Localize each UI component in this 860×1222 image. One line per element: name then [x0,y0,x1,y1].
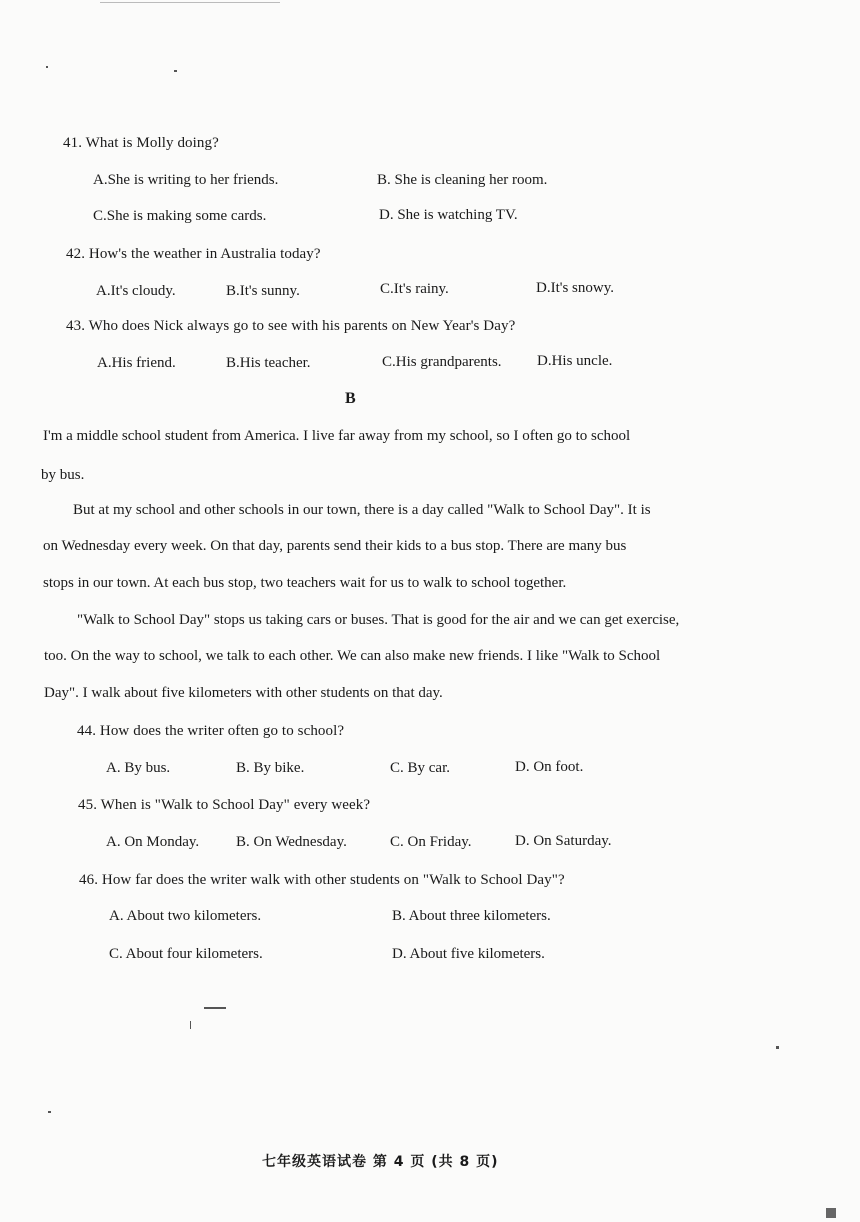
scan-mark-2 [46,66,48,68]
question-43-option-a: A.His friend. [97,355,176,371]
question-46-option-b: B. About three kilometers. [392,908,551,924]
scan-mark-top [100,2,280,3]
question-41-option-d: D. She is watching TV. [379,207,518,223]
page-footer: 七年级英语试卷 第 4 页 (共 8 页) [262,1154,499,1170]
question-45-option-a: A. On Monday. [106,834,200,850]
scan-mark-4 [190,1021,191,1029]
scan-mark-1 [174,70,177,72]
passage-line-5: stops in our town. At each bus stop, two teachers wait for us to walk to school together. [43,575,567,591]
question-44-option-a: A. By bus. [106,760,171,776]
question-42-stem: 42. How's the weather in Australia today? [66,246,321,262]
scan-mark-7 [826,1208,836,1218]
passage-line-2: by bus. [41,467,85,483]
question-43-stem: 43. Who does Nick always go to see with his parents on New Year's Day? [66,318,516,334]
question-45-option-b: B. On Wednesday. [236,834,347,850]
question-43-option-c: C.His grandparents. [382,354,502,370]
question-44-option-d: D. On foot. [515,759,584,775]
question-46-option-c: C. About four kilometers. [109,946,263,962]
question-45-option-c: C. On Friday. [390,834,472,850]
question-46-option-a: A. About two kilometers. [109,908,262,924]
question-41-stem: 41. What is Molly doing? [63,135,219,151]
passage-line-1: I'm a middle school student from America. I live far away from my school, so I often go to school [43,428,631,444]
question-41-option-a: A.She is writing to her friends. [93,172,279,188]
section-b-heading: B [345,390,356,407]
question-46-option-d: D. About five kilometers. [392,946,545,962]
question-42-option-a: A.It's cloudy. [96,283,176,299]
scan-mark-3 [204,1007,226,1009]
question-41-option-c: C.She is making some cards. [93,208,267,224]
question-43-option-b: B.His teacher. [226,355,311,371]
question-44-stem: 44. How does the writer often go to school? [77,723,345,739]
question-45-stem: 45. When is "Walk to School Day" every week? [78,797,371,813]
question-42-option-b: B.It's sunny. [226,283,300,299]
question-44-option-c: C. By car. [390,760,450,776]
question-44-option-b: B. By bike. [236,760,305,776]
passage-line-6: "Walk to School Day" stops us taking cars or buses. That is good for the air and we can get exercise, [77,612,680,628]
question-45-option-d: D. On Saturday. [515,833,612,849]
passage-line-4: on Wednesday every week. On that day, parents send their kids to a bus stop. There are many bus [43,538,627,554]
question-46-stem: 46. How far does the writer walk with other students on "Walk to School Day"? [79,872,565,888]
question-42-option-c: C.It's rainy. [380,281,449,297]
question-41-option-b: B. She is cleaning her room. [377,172,548,188]
passage-line-3: But at my school and other schools in our town, there is a day called "Walk to School Day". It is [73,502,651,518]
passage-line-8: Day". I walk about five kilometers with other students on that day. [44,685,443,701]
passage-line-7: too. On the way to school, we talk to each other. We can also make new friends. I like "Walk to School [44,648,661,664]
scan-mark-5 [48,1111,51,1113]
scan-mark-6 [776,1046,779,1049]
question-43-option-d: D.His uncle. [537,353,613,369]
question-42-option-d: D.It's snowy. [536,280,614,296]
